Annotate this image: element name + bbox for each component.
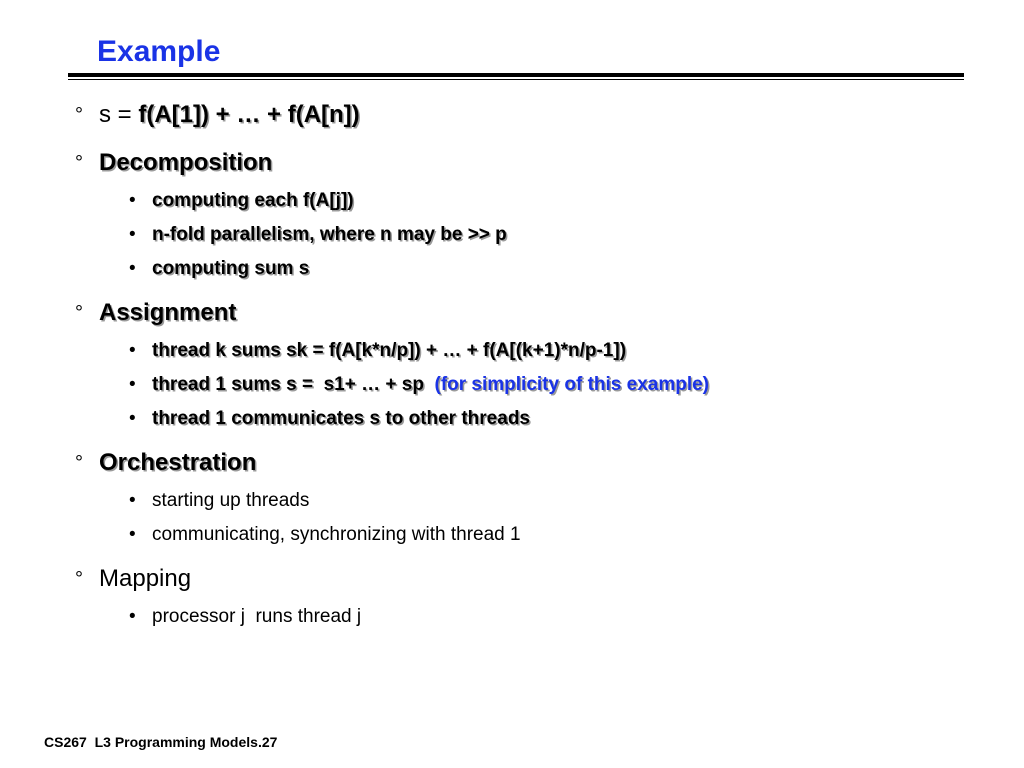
degree-bullet-icon: ° (75, 452, 83, 474)
sub-bullet-text: processor j runs thread j (152, 606, 362, 627)
sub-bullet-item (129, 257, 309, 281)
sub-bullet-item (129, 373, 709, 397)
sub-bullet-text: computing each f(A[j]) (152, 190, 354, 211)
sum-formula: f(A[1]) + … + f(A[n]) (138, 101, 360, 128)
sub-bullet-text: thread 1 sums s = s1+ … + sp (152, 374, 435, 395)
dot-bullet-icon: • (129, 224, 136, 245)
dot-bullet-icon: • (129, 606, 136, 627)
heading-decomposition: Decomposition (99, 149, 273, 176)
slide-footer: CS267 L3 Programming Models.27 (44, 734, 278, 750)
sub-bullet-item (129, 605, 361, 629)
sum-prefix: s = (99, 101, 139, 128)
bullet-item-orchestration (75, 448, 256, 478)
bullet-item-sum (75, 100, 360, 130)
heading-assignment: Assignment (99, 299, 237, 326)
sub-bullet-item (129, 223, 507, 247)
bullet-item-decomposition (75, 148, 272, 178)
slide-title: Example (97, 35, 221, 68)
sub-bullet-item (129, 339, 626, 363)
sub-bullet-text: thread 1 communicates s to other threads (152, 408, 530, 429)
sub-bullet-item (129, 523, 521, 547)
sub-bullet-text: starting up threads (152, 490, 310, 511)
title-underline-thin (68, 79, 964, 80)
dot-bullet-icon: • (129, 374, 136, 395)
degree-bullet-icon: ° (75, 152, 83, 174)
sub-bullet-text: thread k sums sk = f(A[k*n/p]) + … + f(A[(k+1)*n/p-1]) (152, 340, 627, 361)
bullet-item-assignment (75, 298, 236, 328)
sub-bullet-item (129, 407, 530, 431)
degree-bullet-icon: ° (75, 104, 83, 126)
dot-bullet-icon: • (129, 258, 136, 279)
dot-bullet-icon: • (129, 490, 136, 511)
sub-bullet-text: communicating, synchronizing with thread 1 (152, 524, 521, 545)
sub-bullet-item (129, 489, 309, 513)
dot-bullet-icon: • (129, 524, 136, 545)
degree-bullet-icon: ° (75, 568, 83, 590)
simplicity-note: (for simplicity of this example) (434, 374, 709, 395)
sub-bullet-item (129, 189, 354, 213)
bullet-item-mapping (75, 564, 191, 594)
sub-bullet-text: n-fold parallelism, where n may be >> p (152, 224, 507, 245)
dot-bullet-icon: • (129, 408, 136, 429)
heading-orchestration: Orchestration (99, 449, 257, 476)
sub-bullet-text: computing sum s (152, 258, 310, 279)
heading-mapping: Mapping (99, 565, 192, 592)
dot-bullet-icon: • (129, 340, 136, 361)
degree-bullet-icon: ° (75, 302, 83, 324)
dot-bullet-icon: • (129, 190, 136, 211)
title-underline (68, 73, 964, 77)
